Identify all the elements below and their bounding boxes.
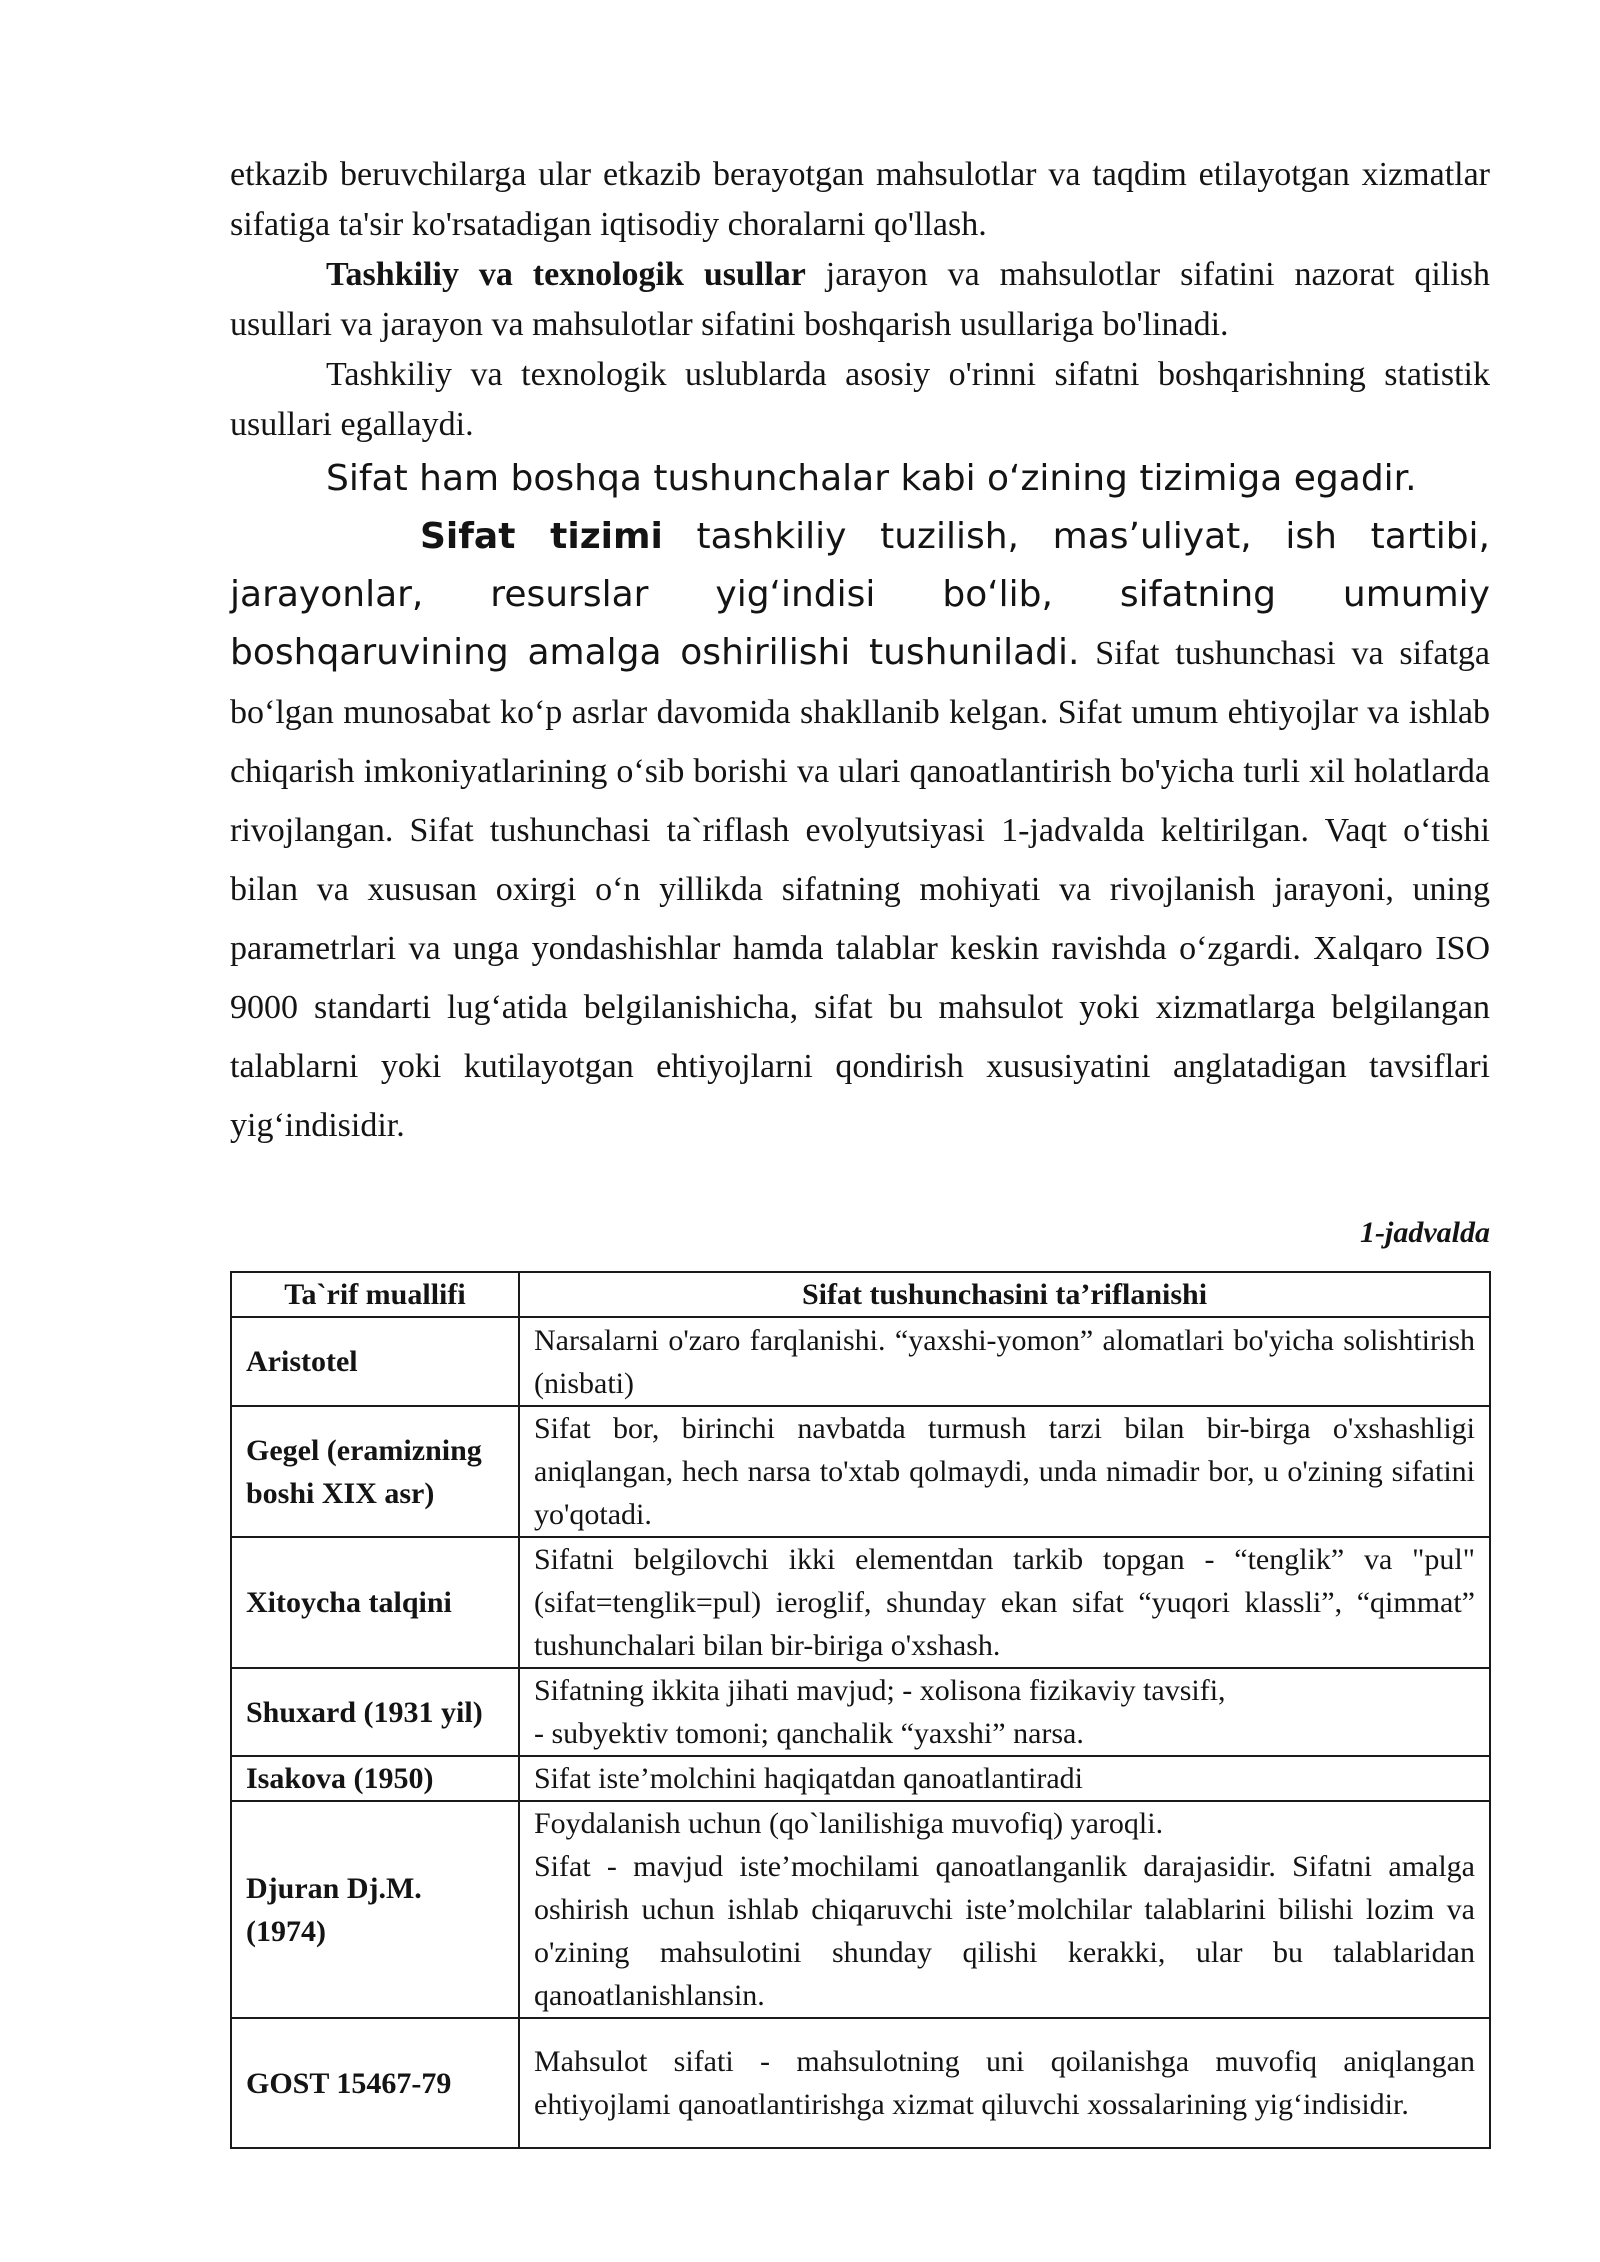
table-cell-definition: Sifat bor, birinchi navbatda turmush tarzi bilan bir-birga o'xshashligi aniqlangan, hech narsa to'xtab qolmaydi, unda nimadir bor, u o'zining sifatini yo'qotadi. — [519, 1406, 1490, 1537]
table-cell-author: Gegel (eramizning boshi XIX asr) — [231, 1406, 519, 1537]
table-row — [231, 1406, 1490, 1537]
paragraph-organizational-methods — [230, 250, 1490, 350]
definition-line: Sifat - mavjud iste’mochilami qanoatlanganlik darajasidir. Sifatni amalga oshirish uchun ishlab chiqaruvchi iste’molchilar talablarini bilishi lozim va o'zining mahsulotini shunday qilishi kerakki, ular bu talablaridan qanoatlanishlansin. — [534, 1850, 1475, 2012]
table-row — [231, 1537, 1490, 1668]
column-header-definition: Sifat tushunchasini ta’riflanishi — [519, 1272, 1490, 1317]
term-quality-system: Sifat tizimi — [420, 516, 663, 557]
paragraph-organizational-methods-text: jarayon va mahsulotlar sifatini nazorat qilish usullari va jarayon va mahsulotlar sifatini boshqarish usullariga bo'linadi. — [230, 256, 1490, 343]
paragraph-quality-system-definition — [230, 508, 1490, 1155]
document-page — [230, 150, 1490, 2149]
paragraph-statistical-methods: Tashkiliy va texnologik uslublarda asosiy o'rinni sifatni boshqarishning statistik usullari egallaydi. — [230, 356, 1490, 443]
table-cell-definition: Narsalarni o'zaro farqlanishi. “yaxshi-yomon” alomatlari bo'yicha solishtirish (nisbati) — [519, 1317, 1490, 1406]
definition-line: Foydalanish uchun (qo`lanilishiga muvofiq) yaroqli. — [534, 1807, 1164, 1840]
table-cell-definition: Sifat iste’molchini haqiqatdan qanoatlantiradi — [519, 1756, 1490, 1801]
table-cell-definition: Sifatni belgilovchi ikki elementdan tarkib topgan - “tenglik” va "pul" (sifat=tenglik=pul) ieroglif, shunday ekan sifat “yuqori klassli”, “qimmat” tushunchalari bilan bir-biriga o'xshash. — [519, 1537, 1490, 1668]
table-cell-definition: Mahsulot sifati - mahsulotning uni qoilanishga muvofiq aniqlangan ehtiyojlami qanoatlantirishga xizmat qiluvchi xossalarining yig‘indisidir. — [519, 2018, 1490, 2148]
table-row — [231, 1668, 1490, 1756]
quality-concept-evolution-text: Sifat tushunchasi va sifatga bo‘lgan munosabat ko‘p asrlar davomida shakllanib kelgan. Sifat umum ehtiyojlar va ishlab chiqarish imkoniyatlarining o‘sib borishi va ulari qanoatlantirish bo'yicha turli xil holatlarda rivojlangan. Sifat tushunchasi ta`riflash evolyutsiyasi 1-jadvalda keltirilgan. Vaqt o‘tishi bilan va xususan oxirgi o‘n yillikda sifatning mohiyati va rivojlanish jarayoni, uning parametrlari va unga yondashishlar hamda talablar keskin ravishda o‘zgardi. Xalqaro ISO 9000 standarti lug‘atida belgilanishicha, sifat bu mahsulot yoki xizmatlarga belgilangan talablarni yoki kutilayotgan ehtiyojlarni qondirish xususiyatini anglatadigan tavsiflari yig‘indisidir. — [230, 635, 1490, 1144]
table-cell-definition — [519, 1801, 1490, 2018]
table-row — [231, 1317, 1490, 1406]
table-cell-author: Djuran Dj.M. (1974) — [231, 1801, 519, 2018]
table-cell-author: Xitoycha talqini — [231, 1537, 519, 1668]
table-caption: 1-jadvalda — [1360, 1216, 1490, 1249]
table-row — [231, 1756, 1490, 1801]
quality-definitions-table — [230, 1271, 1491, 2149]
quality-system-definition-text: tashkiliy tuzilish, mas’uliyat, ish tartibi, jarayonlar, resurslar yig‘indisi bo‘lib, sifatning umumiy boshqaruvining amalga oshirilishi tushuniladi. — [230, 516, 1490, 673]
paragraph-economic-measures: etkazib beruvchilarga ular etkazib berayotgan mahsulotlar va taqdim etilayotgan xizmatlar sifatiga ta'sir ko'rsatadigan iqtisodiy choralarni qo'llash. — [230, 156, 1490, 243]
table-row — [231, 2018, 1490, 2148]
table-header-row — [231, 1272, 1490, 1317]
table-row — [231, 1801, 1490, 2018]
table-cell-definition — [519, 1668, 1490, 1756]
table-cell-author: Aristotel — [231, 1317, 519, 1406]
table-cell-author: Shuxard (1931 yil) — [231, 1668, 519, 1756]
paragraph-quality-system-intro: Sifat ham boshqa tushunchalar kabi o‘zining tizimiga egadir. — [326, 458, 1417, 499]
column-header-author: Ta`rif muallifi — [231, 1272, 519, 1317]
table-cell-author: Isakova (1950) — [231, 1756, 519, 1801]
definition-line: - subyektiv tomoni; qanchalik “yaxshi” narsa. — [534, 1717, 1084, 1750]
term-organizational-methods: Tashkiliy va texnologik usullar — [326, 256, 806, 293]
table-cell-author: GOST 15467-79 — [231, 2018, 519, 2148]
definition-line: Sifatning ikkita jihati mavjud; - xolisona fizikaviy tavsifi, — [534, 1674, 1226, 1707]
